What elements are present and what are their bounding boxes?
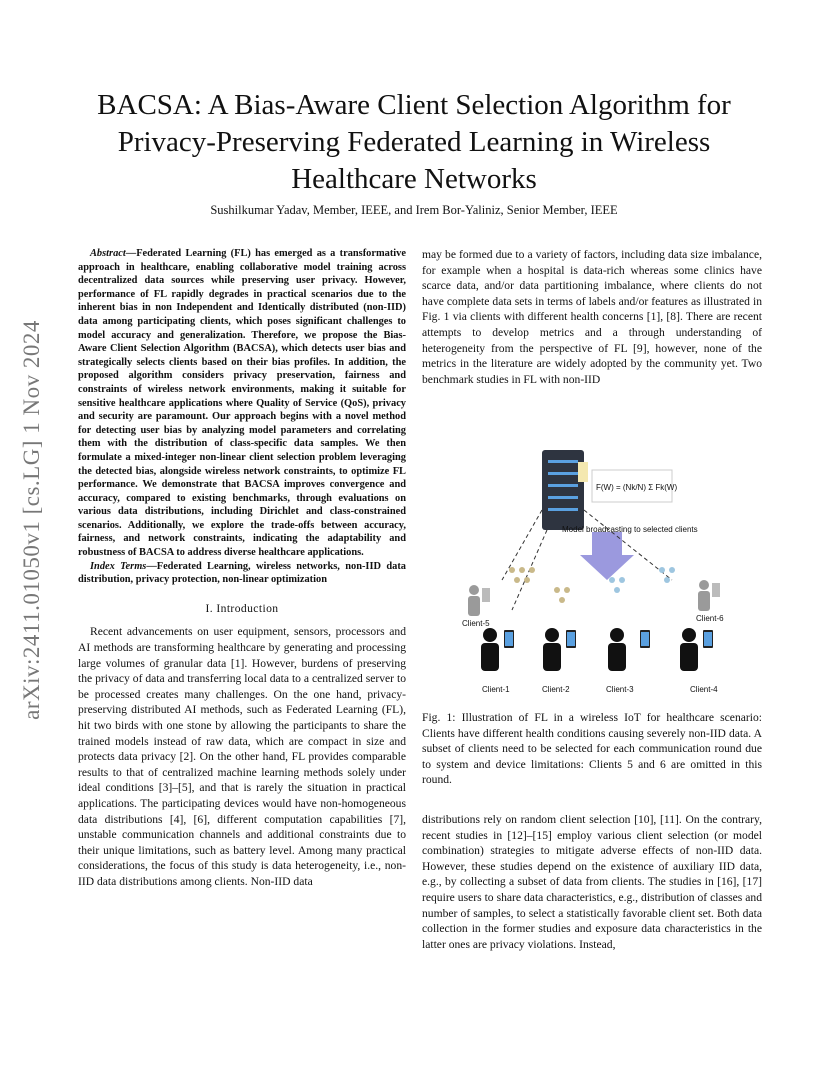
paper-authors: Sushilkumar Yadav, Member, IEEE, and Irem Bor-Yaliniz, Senior Member, IEEE: [210, 203, 618, 217]
client-6-icon: [698, 580, 720, 611]
figure-1-caption: Fig. 1: Illustration of FL in a wireless IoT for healthcare scenario: Clients have different health conditions causing severely non-IID data. A subset of clients need to be selected for each communication round due to system and device limitations: Clients 5 and 6 are omitted in this round.: [422, 711, 762, 787]
paper-title: BACSA: A Bias-Aware Client Selection Algorithm for Privacy-Preserving Federated Learning in Wireless Healthcare Networks: [97, 89, 731, 196]
arxiv-identifier: arXiv:2411.01050v1 [cs.LG] 1 Nov 2024: [19, 320, 44, 720]
index-terms: [78, 560, 406, 587]
left-column: [78, 247, 406, 890]
figure-1-illustration: [452, 440, 752, 705]
right-network-icon: [609, 567, 675, 593]
aggregation-formula: [592, 470, 677, 502]
broadcast-label-text: Model broadcasting to selected clients: [562, 525, 698, 534]
client-2-icon: [543, 628, 576, 671]
formula-text: F(W) = (Nk/N) Σ Fk(W): [596, 483, 678, 492]
client-4-label: Client-4: [690, 685, 718, 694]
client-5-icon: [468, 585, 490, 616]
client-4-icon: [680, 628, 713, 671]
abstract-text: —Federated Learning (FL) has emerged as a transformative approach in healthcare, enabling collaborative model training across decentralized data sources while preserving user privacy. However, performance of FL rapidly degrades in practical scenarios due to the inherent bias in non Independent and Identically distributed (non-IID) data among participating clients, which poses significant challenges to model accuracy and generalization. Therefore, we propose the Bias-Aware Client Selection Algorithm (BACSA), which detects user bias and strategically selects clients based on their bias profiles. In addition, the proposed algorithm considers privacy preservation, fairness and constraints of wireless network environments, making it suitable for sensitive healthcare applications where Quality of Service (QoS), privacy and security are paramount. Our approach begins with a novel method for detecting user bias by analyzing model parameters and correlating them with the distribution of class-specific data samples. We then formulate a mixed-integer non-linear client selection problem leveraging the detected bias, alongside wireless network constraints, to optimize FL performance. We demonstrate that BACSA improves convergence and accuracy, compared to existing benchmarks, through evaluations on various data distributions, including Dirichlet and class-constrained scenarios. Additionally, we explore the trade-offs between accuracy, fairness, and network constraints, indicating the adaptability and robustness of BACSA to address diverse healthcare applications.: [78, 248, 406, 559]
intro-paragraph-right-bottom: distributions rely on random client selection [10], [11]. On the contrary, recent studies in [12]–[15] employ various client selection (or model combination) strategies to mitigate adverse effects of non-IID data. However, these studies depend on the existence of auxiliary IID data, e.g., by collecting a subset of data from clients. The studies in [16], [17] require users to share data characteristics, e.g., distribution of classes and number of samples, to select a statistically favorable client set. Both data collection in the former studies and exposure data characteristics in the latter ones are privacy violations. Instead,: [422, 813, 762, 951]
client-3-icon: [608, 628, 650, 671]
left-network-icon: [509, 567, 570, 603]
server-icon: [542, 450, 588, 530]
client-6-label: Client-6: [696, 614, 724, 623]
client-5-label: Client-5: [462, 619, 490, 628]
intro-paragraph-left: Recent advancements on user equipment, sensors, processors and AI methods are transforming healthcare by generating and processing large volumes of granular data [1]. However, burdens of preserving the privacy of data and transferring local data to a centralized server to be processed creates many challenges. On the one hand, privacy-preserving distributed AI methods, such as Federated Learning (FL), hit two birds with one stone by allowing the participants to share the trained models instead of raw data, which are compact in size and protects data privacy [2]. On the other hand, FL provides comparable results to that of centralized machine learning methods solely under ideal conditions [3]–[5], and that is rarely the situation in practical applications. The participating devices would have non-homogeneous data distributions [4], [6], different computation capabilities [7], unstable communication channels and additional constraints due to their unique limitations, such as battery level. Among many practical considerations, the focus of this study is data heterogeneity, i.e., non-IID data distributions among clients. Non-IID data: [78, 625, 406, 888]
index-terms-text: —Federated Learning, wireless networks, non-IID data distribution, privacy protection, non-linear optimization: [78, 560, 406, 586]
abstract: [78, 247, 406, 560]
section-heading-introduction: I. Introduction: [205, 601, 279, 615]
broadcast-label: [562, 525, 698, 534]
client-1-icon: [481, 628, 514, 671]
right-column-top: [422, 247, 762, 387]
abstract-label: Abstract: [90, 248, 126, 259]
index-terms-label: Index Terms: [90, 560, 147, 572]
client-3-label: Client-3: [606, 685, 634, 694]
right-column-bottom: [422, 812, 762, 952]
broadcast-arrow: [580, 532, 634, 580]
figure-1: [452, 440, 752, 705]
client-2-label: Client-2: [542, 685, 570, 694]
arxiv-sidebar: [12, 270, 52, 770]
client-1-label: Client-1: [482, 685, 510, 694]
intro-paragraph-right-top: may be formed due to a variety of factors, including data size imbalance, for example when a hospital is data-rich whereas some clinics have scarce data, and/or data partitioning imbalance, where clients do not have complete data sets in terms of labels and/or features as illustrated in Fig. 1 via clients with different health concerns [1], [8]. There are recent attempts to develop metrics and a through understanding of heterogeneity from the perspective of FL [9], however, none of the metrics in the literature are widely adopted by the community yet. Two benchmark studies in FL with non-IID: [422, 248, 762, 386]
